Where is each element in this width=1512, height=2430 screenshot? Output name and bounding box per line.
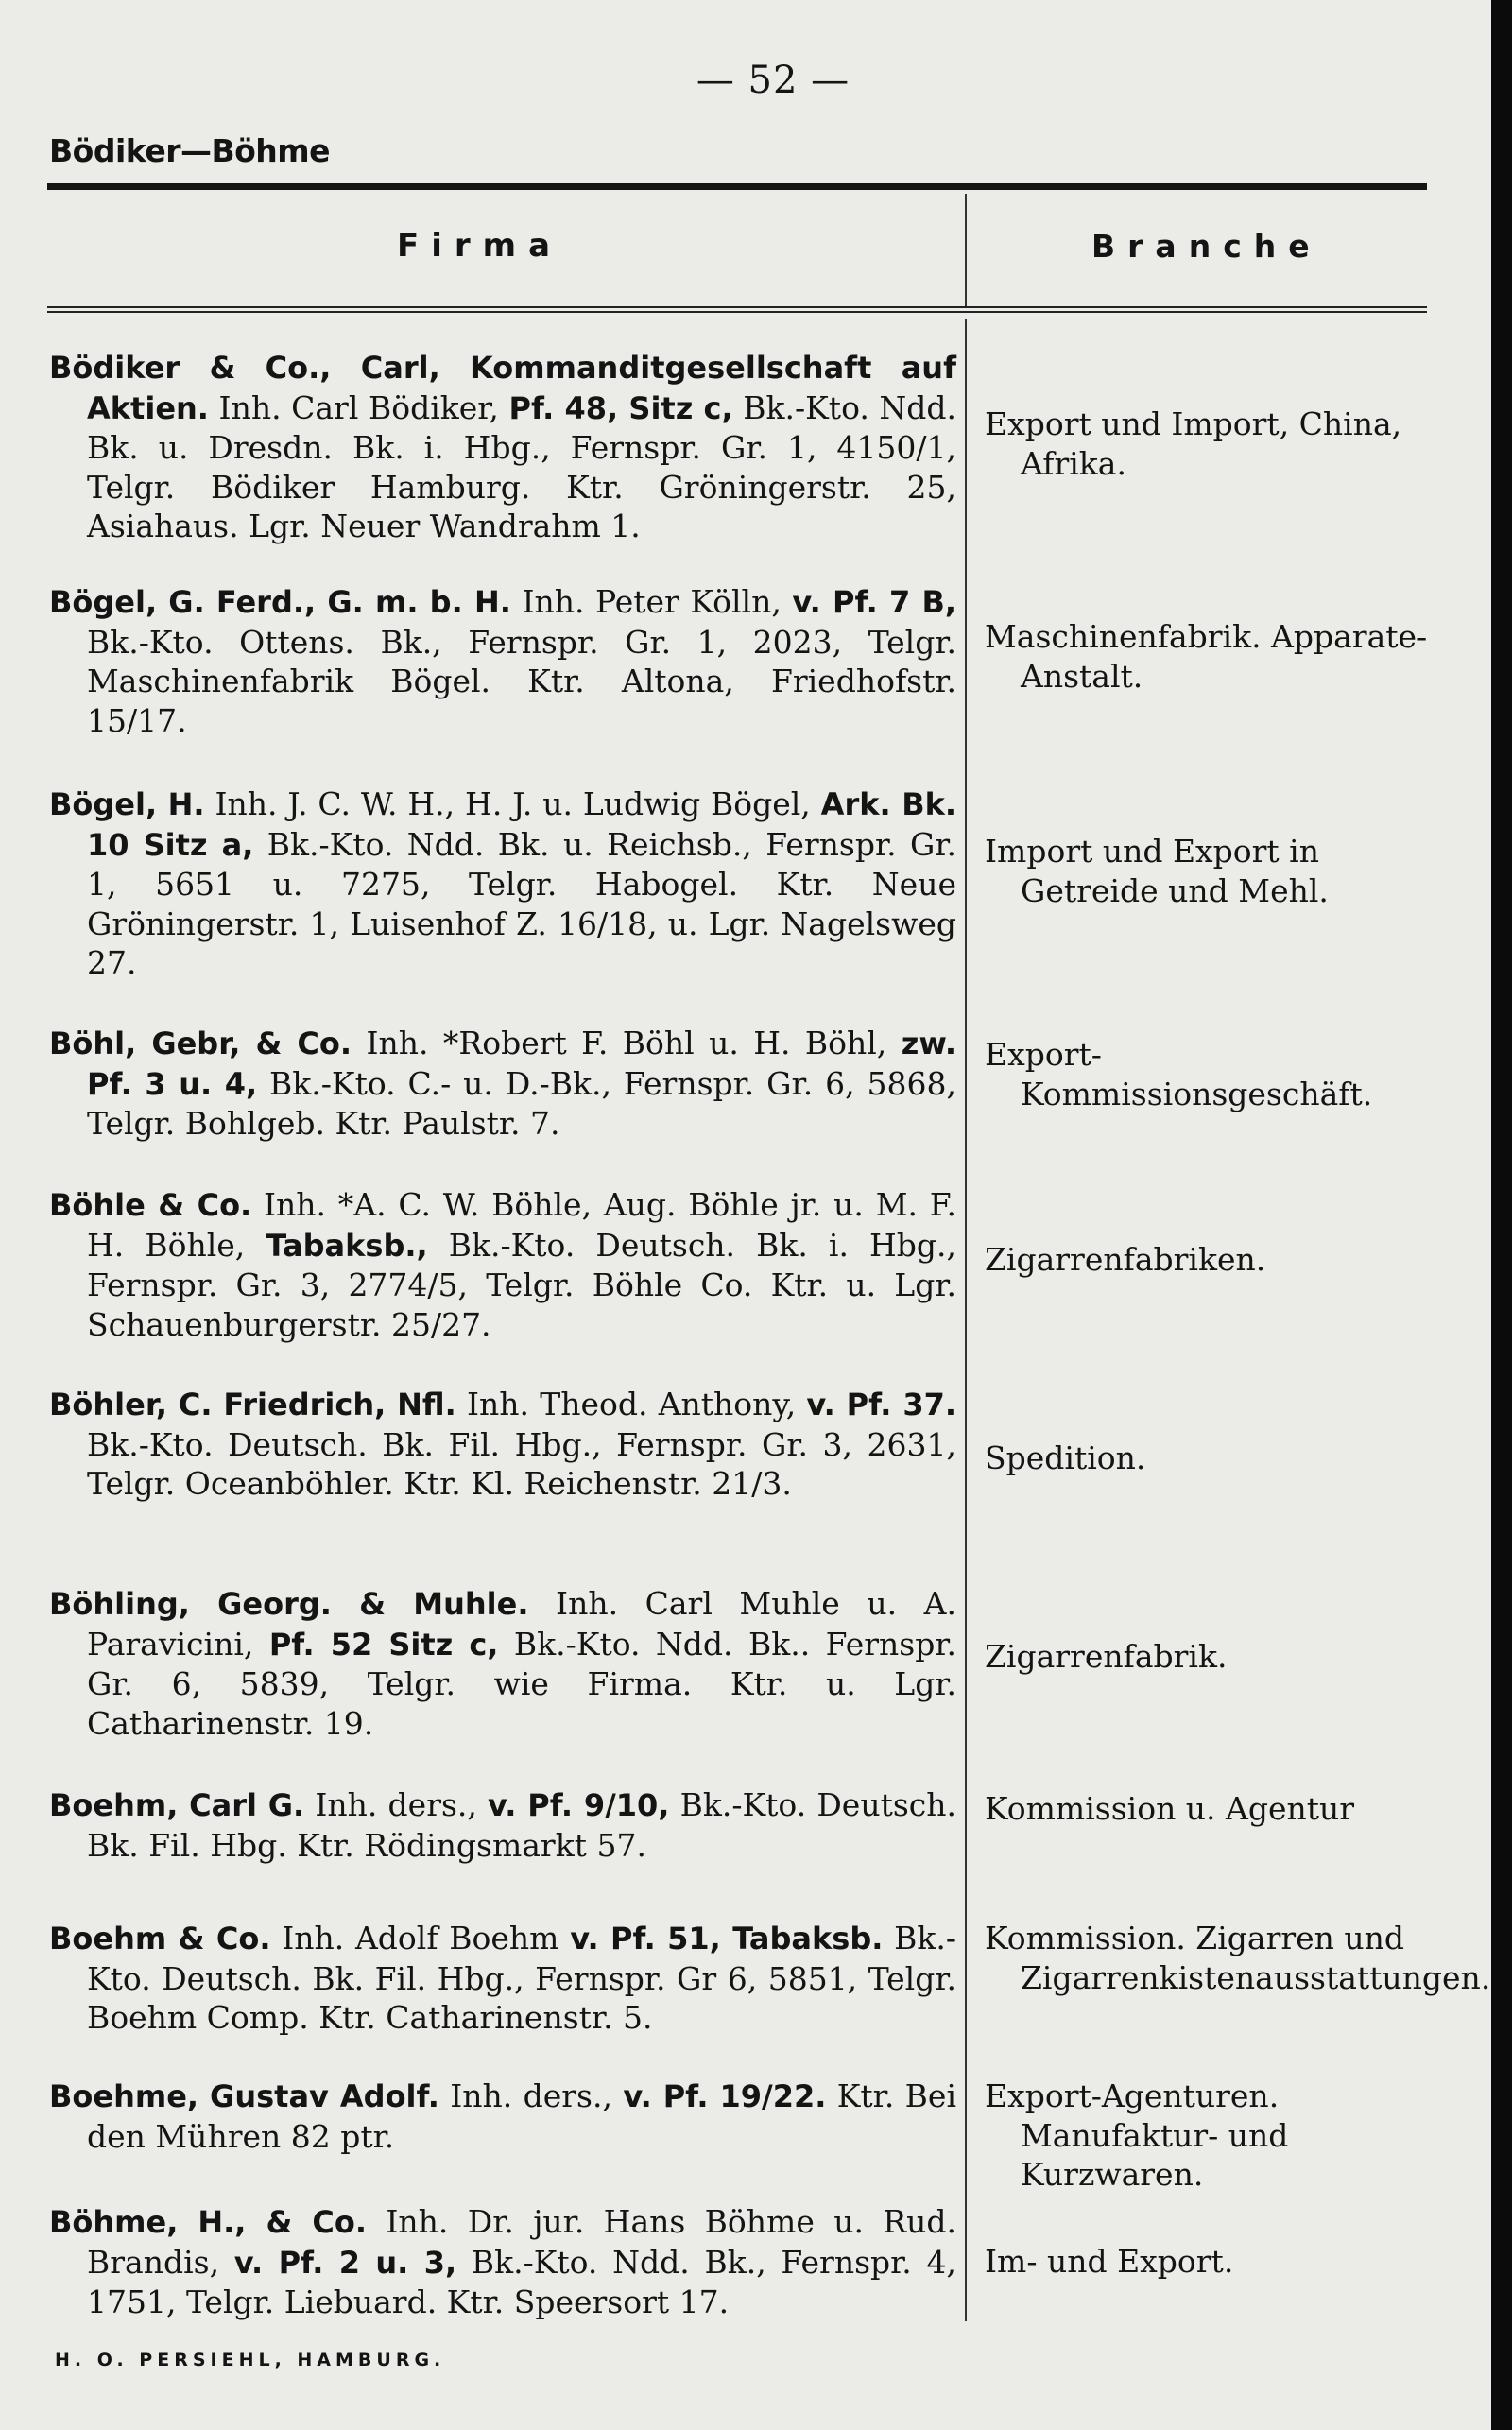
firm-text xyxy=(49,1584,956,1743)
firm-owner: Inh. *Robert F. Böhl u. H. Böhl, xyxy=(366,1025,887,1061)
firm-name: Böhl, Gebr, & Co. xyxy=(49,1025,352,1061)
firm-text xyxy=(49,348,956,546)
branche-text: Export-Agenturen. Manufaktur- und Kurzwaren. xyxy=(985,2077,1289,2193)
firm-owner: Inh. ders., xyxy=(315,1786,477,1823)
column-heading-branche: Branche xyxy=(1091,228,1322,265)
firm-name: Böhling, Georg. & Muhle. xyxy=(49,1586,529,1622)
firm-name: Böhle & Co. xyxy=(49,1187,252,1223)
branche-text: Export-Kommissionsgeschäft. xyxy=(985,1036,1373,1112)
firm-text xyxy=(49,1919,956,2038)
firm-postbox: Pf. 52 Sitz c, xyxy=(268,1626,499,1663)
firm-details: Bk.-Kto. Ndd. Bk., Fernspr. 4, 1751, Telgr. Liebuard. Ktr. Speersort 17. xyxy=(87,2243,956,2320)
firm-details: Bk.-Kto. Deutsch. Bk. Fil. Hbg. Ktr. Rödingsmarkt 57. xyxy=(87,1786,957,1864)
branche-text: Zigarrenfabriken. xyxy=(985,1241,1266,1278)
branche-text: Export und Import, China, Afrika. xyxy=(985,405,1402,482)
firm-postbox: v. Pf. 37. xyxy=(806,1387,956,1422)
firm-text xyxy=(49,1785,956,1865)
firm-details: Bk.-Kto. C.- u. D.-Bk., Fernspr. Gr. 6, 5868, Telgr. Bohlgeb. Ktr. Paulstr. 7. xyxy=(87,1064,956,1142)
firm-owner: Inh. Theod. Anthony, xyxy=(466,1386,797,1422)
branche-text: Kommission u. Agentur xyxy=(985,1790,1355,1827)
firm-text xyxy=(49,2077,956,2156)
firm-postbox: v. Pf. 19/22. xyxy=(623,2078,827,2114)
branche-text: Im- und Export. xyxy=(985,2243,1234,2280)
branche-text: Import und Export in Getreide und Mehl. xyxy=(985,833,1329,909)
firm-text xyxy=(49,1024,956,1144)
firm-details: Bk.-Kto. Deutsch. Bk. i. Hbg., Fernspr. Gr. 3, 2774/5, Telgr. Böhle Co. Ktr. u. Lgr. Schauenburgerstr. 25/27. xyxy=(87,1226,956,1343)
firm-details: Bk.-Kto. Ndd. Bk. u. Dresdn. Bk. i. Hbg., Fernspr. Gr. 1, 4150/1, Telgr. Bödiker Hamburg. Ktr. Gröningerstr. 25, Asiahaus. Lgr. Neuer Wandrahm 1. xyxy=(87,388,957,544)
double-rule xyxy=(47,306,1427,313)
firm-owner: Inh. J. C. W. H., H. J. u. Ludwig Bögel, xyxy=(215,785,811,822)
firm-postbox: v. Pf. 7 B, xyxy=(792,584,956,620)
firm-details: Bk.-Kto. Deutsch. Bk. Fil. Hbg., Fernspr. Gr 6, 5851, Telgr. Boehm Comp. Ktr. Catharinenstr. 5. xyxy=(87,1920,957,2036)
firm-details: Bk.-Kto. Deutsch. Bk. Fil. Hbg., Fernspr. Gr. 3, 2631, Telgr. Oceanböhler. Ktr. Kl. Reichenstr. 21/3. xyxy=(87,1425,956,1502)
firm-owner: Inh. ders., xyxy=(450,2077,612,2114)
firm-postbox: v. Pf. 9/10, xyxy=(488,1787,670,1823)
firm-owner: Inh. Peter Kölln, xyxy=(522,583,782,620)
firm-name: Boehm, Carl G. xyxy=(49,1787,305,1823)
column-heading-firma: Firma xyxy=(397,227,563,265)
firm-text xyxy=(49,784,956,983)
branche-text: Maschinenfabrik. Apparate-Anstalt. xyxy=(985,618,1428,695)
page-number: — 52 — xyxy=(696,59,850,102)
firm-postbox: v. Pf. 51, Tabaksb. xyxy=(570,1921,884,1956)
firm-text xyxy=(49,1385,956,1504)
firm-name: Böhler, C. Friedrich, Nfl. xyxy=(49,1387,456,1422)
firm-owner: Inh. Dr. jur. Hans Böhme u. Rud. Brandis, xyxy=(87,2203,957,2281)
branche-text: Spedition. xyxy=(985,1439,1146,1476)
firm-postbox: Ark. Bk. 10 Sitz a, xyxy=(87,786,957,863)
firm-postbox: v. Pf. 2 u. 3, xyxy=(233,2244,457,2281)
running-head: Bödiker—Böhme xyxy=(49,132,331,169)
firm-name: Bödiker & Co., Carl, Kommanditgesellschaft auf Aktien. xyxy=(49,350,956,426)
firm-owner: Inh. *A. C. W. Böhle, Aug. Böhle jr. u. M. F. H. Böhle, xyxy=(87,1186,956,1264)
column-divider xyxy=(965,319,967,2321)
firm-name: Böhme, H., & Co. xyxy=(49,2204,367,2240)
firm-name: Boehm & Co. xyxy=(49,1921,271,1956)
header-rule xyxy=(47,183,1427,190)
firm-owner: Inh. Carl Muhle u. A. Paravicini, xyxy=(87,1585,956,1663)
firm-name: Bögel, H. xyxy=(49,786,205,822)
firm-owner: Inh. Adolf Boehm xyxy=(282,1920,559,1956)
firm-details: Bk.-Kto. Ndd. Bk. u. Reichsb., Fernspr. Gr. 1, 5651 u. 7275, Telgr. Habogel. Ktr. Neue Gröningerstr. 1, Luisenhof Z. 16/18, u. Lgr. Nagelsweg 27. xyxy=(87,825,956,981)
firm-name: Bögel, G. Ferd., G. m. b. H. xyxy=(49,584,511,620)
branche-text: Zigarrenfabrik. xyxy=(985,1638,1228,1675)
header-column-divider xyxy=(965,194,967,307)
firm-name: Boehme, Gustav Adolf. xyxy=(49,2078,439,2114)
firm-details: Bk.-Kto. Ndd. Bk.. Fernspr. Gr. 6, 5839, Telgr. wie Firma. Ktr. u. Lgr. Catharinenstr. 19. xyxy=(87,1625,956,1742)
firm-postbox: Pf. 48, Sitz c, xyxy=(508,389,733,426)
firm-text xyxy=(49,582,956,740)
branche-text: Kommission. Zigarren und Zigarrenkistenausstattungen. xyxy=(985,1920,1491,1996)
firm-details: Bk.-Kto. Ottens. Bk., Fernspr. Gr. 1, 2023, Telgr. Maschinenfabrik Bögel. Ktr. Altona, Friedhofstr. 15/17. xyxy=(87,623,956,739)
printer-imprint: H. O. PERSIEHL, HAMBURG. xyxy=(55,2350,446,2370)
firm-owner: Inh. Carl Bödiker, xyxy=(218,388,499,426)
firm-text xyxy=(49,1185,956,1344)
firm-postbox: Tabaksb., xyxy=(266,1227,428,1264)
firm-details: Ktr. Bei den Mühren 82 ptr. xyxy=(87,2077,957,2155)
firm-text xyxy=(49,2202,956,2322)
firm-postbox: zw. Pf. 3 u. 4, xyxy=(87,1025,956,1102)
